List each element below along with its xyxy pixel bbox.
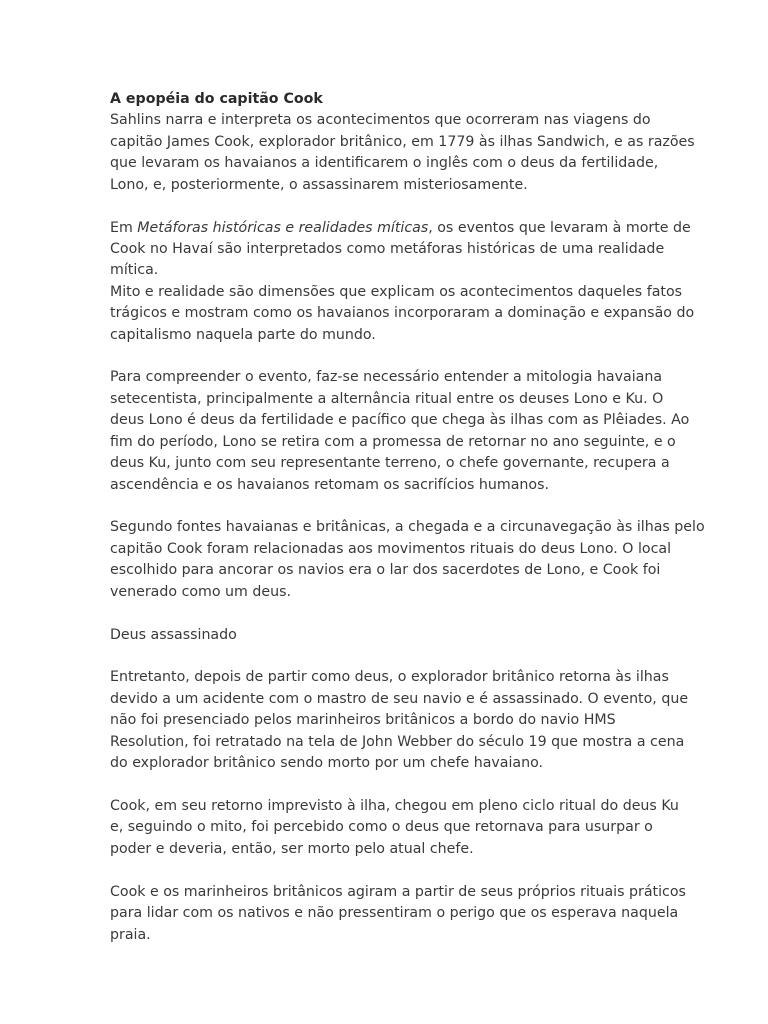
paragraph-fontes: [110, 517, 705, 603]
text-fragment: Em: [110, 219, 138, 236]
section-subheading: Deus assassinado: [110, 626, 237, 643]
text-line: mítica.: [110, 262, 159, 279]
book-title-italic: Metáforas históricas e realidades míticas: [137, 219, 429, 236]
text-line: setecentista, principalmente a alternância ritual entre os deuses Lono e Ku. O: [110, 390, 664, 407]
paragraph-marinheiros: [110, 882, 686, 946]
text-line: capitalismo naquela parte do mundo.: [110, 326, 376, 343]
text-line: [110, 218, 691, 239]
paragraph-mitologia: [110, 367, 690, 495]
text-line: deus Ku, junto com seu representante terreno, o chefe governante, recupera a: [110, 455, 670, 472]
text-line: praia.: [110, 926, 151, 943]
text-line: Segundo fontes havaianas e britânicas, a chegada e a circunavegação às ilhas pelo: [110, 519, 705, 536]
paragraph-metaforas: [110, 218, 695, 346]
text-line: escolhido para ancorar os navios era o lar dos sacerdotes de Lono, e Cook foi: [110, 562, 661, 579]
text-line: Entretanto, depois de partir como deus, o explorador britânico retorna às ilhas: [110, 669, 669, 686]
text-line: capitão James Cook, explorador britânico, em 1779 às ilhas Sandwich, e as razões: [110, 133, 695, 150]
text-line: Cook e os marinheiros britânicos agiram a partir de seus próprios rituais práticos: [110, 883, 686, 900]
paragraph-intro: [110, 89, 695, 196]
text-line: não foi presenciado pelos marinheiros britânicos a bordo do navio HMS: [110, 712, 616, 729]
text-line: trágicos e mostram como os havaianos incorporaram a dominação e expansão do: [110, 305, 695, 322]
text-line: e, seguindo o mito, foi percebido como o deus que retornava para usurpar o: [110, 819, 653, 836]
text-line: capitão Cook foram relacionadas aos movimentos rituais do deus Lono. O local: [110, 540, 672, 557]
text-line: que levaram os havaianos a identificarem o inglês com o deus da fertilidade,: [110, 155, 659, 172]
text-line: poder e deveria, então, ser morto pelo atual chefe.: [110, 840, 474, 857]
text-line: Resolution, foi retratado na tela de John Webber do século 19 que mostra a cena: [110, 733, 685, 750]
text-line: Para compreender o evento, faz-se necessário entender a mitologia havaiana: [110, 369, 663, 386]
text-line: para lidar com os nativos e não pressentiram o perigo que os esperava naquela: [110, 905, 679, 922]
text-line: Lono, e, posteriormente, o assassinarem misteriosamente.: [110, 176, 528, 193]
paragraph-subheading: [110, 625, 670, 646]
text-line: fim do período, Lono se retira com a promessa de retornar no ano seguinte, e o: [110, 433, 676, 450]
text-line: Sahlins narra e interpreta os acontecimentos que ocorreram nas viagens do: [110, 112, 651, 129]
text-line: Mito e realidade são dimensões que explicam os acontecimentos daqueles fatos: [110, 283, 683, 300]
text-line: Cook, em seu retorno imprevisto à ilha, chegou em pleno ciclo ritual do deus Ku: [110, 797, 679, 814]
text-line: do explorador britânico sendo morto por um chefe havaiano.: [110, 755, 544, 772]
text-line: deus Lono é deus da fertilidade e pacífico que chega às ilhas com as Plêiades. Ao: [110, 412, 690, 429]
paragraph-entretanto: [110, 667, 689, 774]
text-line: ascendência e os havaianos retomam os sacrifícios humanos.: [110, 476, 549, 493]
article-title: A epopéia do capitão Cook: [110, 91, 323, 107]
text-line: venerado como um deus.: [110, 583, 292, 600]
text-line: devido a um acidente com o mastro de seu navio e é assassinado. O evento, que: [110, 690, 689, 707]
text-line: Cook no Havaí são interpretados como metáforas históricas de uma realidade: [110, 240, 665, 257]
document-page: [110, 89, 705, 967]
text-fragment: , os eventos que levaram à morte de: [428, 219, 691, 236]
paragraph-retorno: [110, 796, 679, 860]
